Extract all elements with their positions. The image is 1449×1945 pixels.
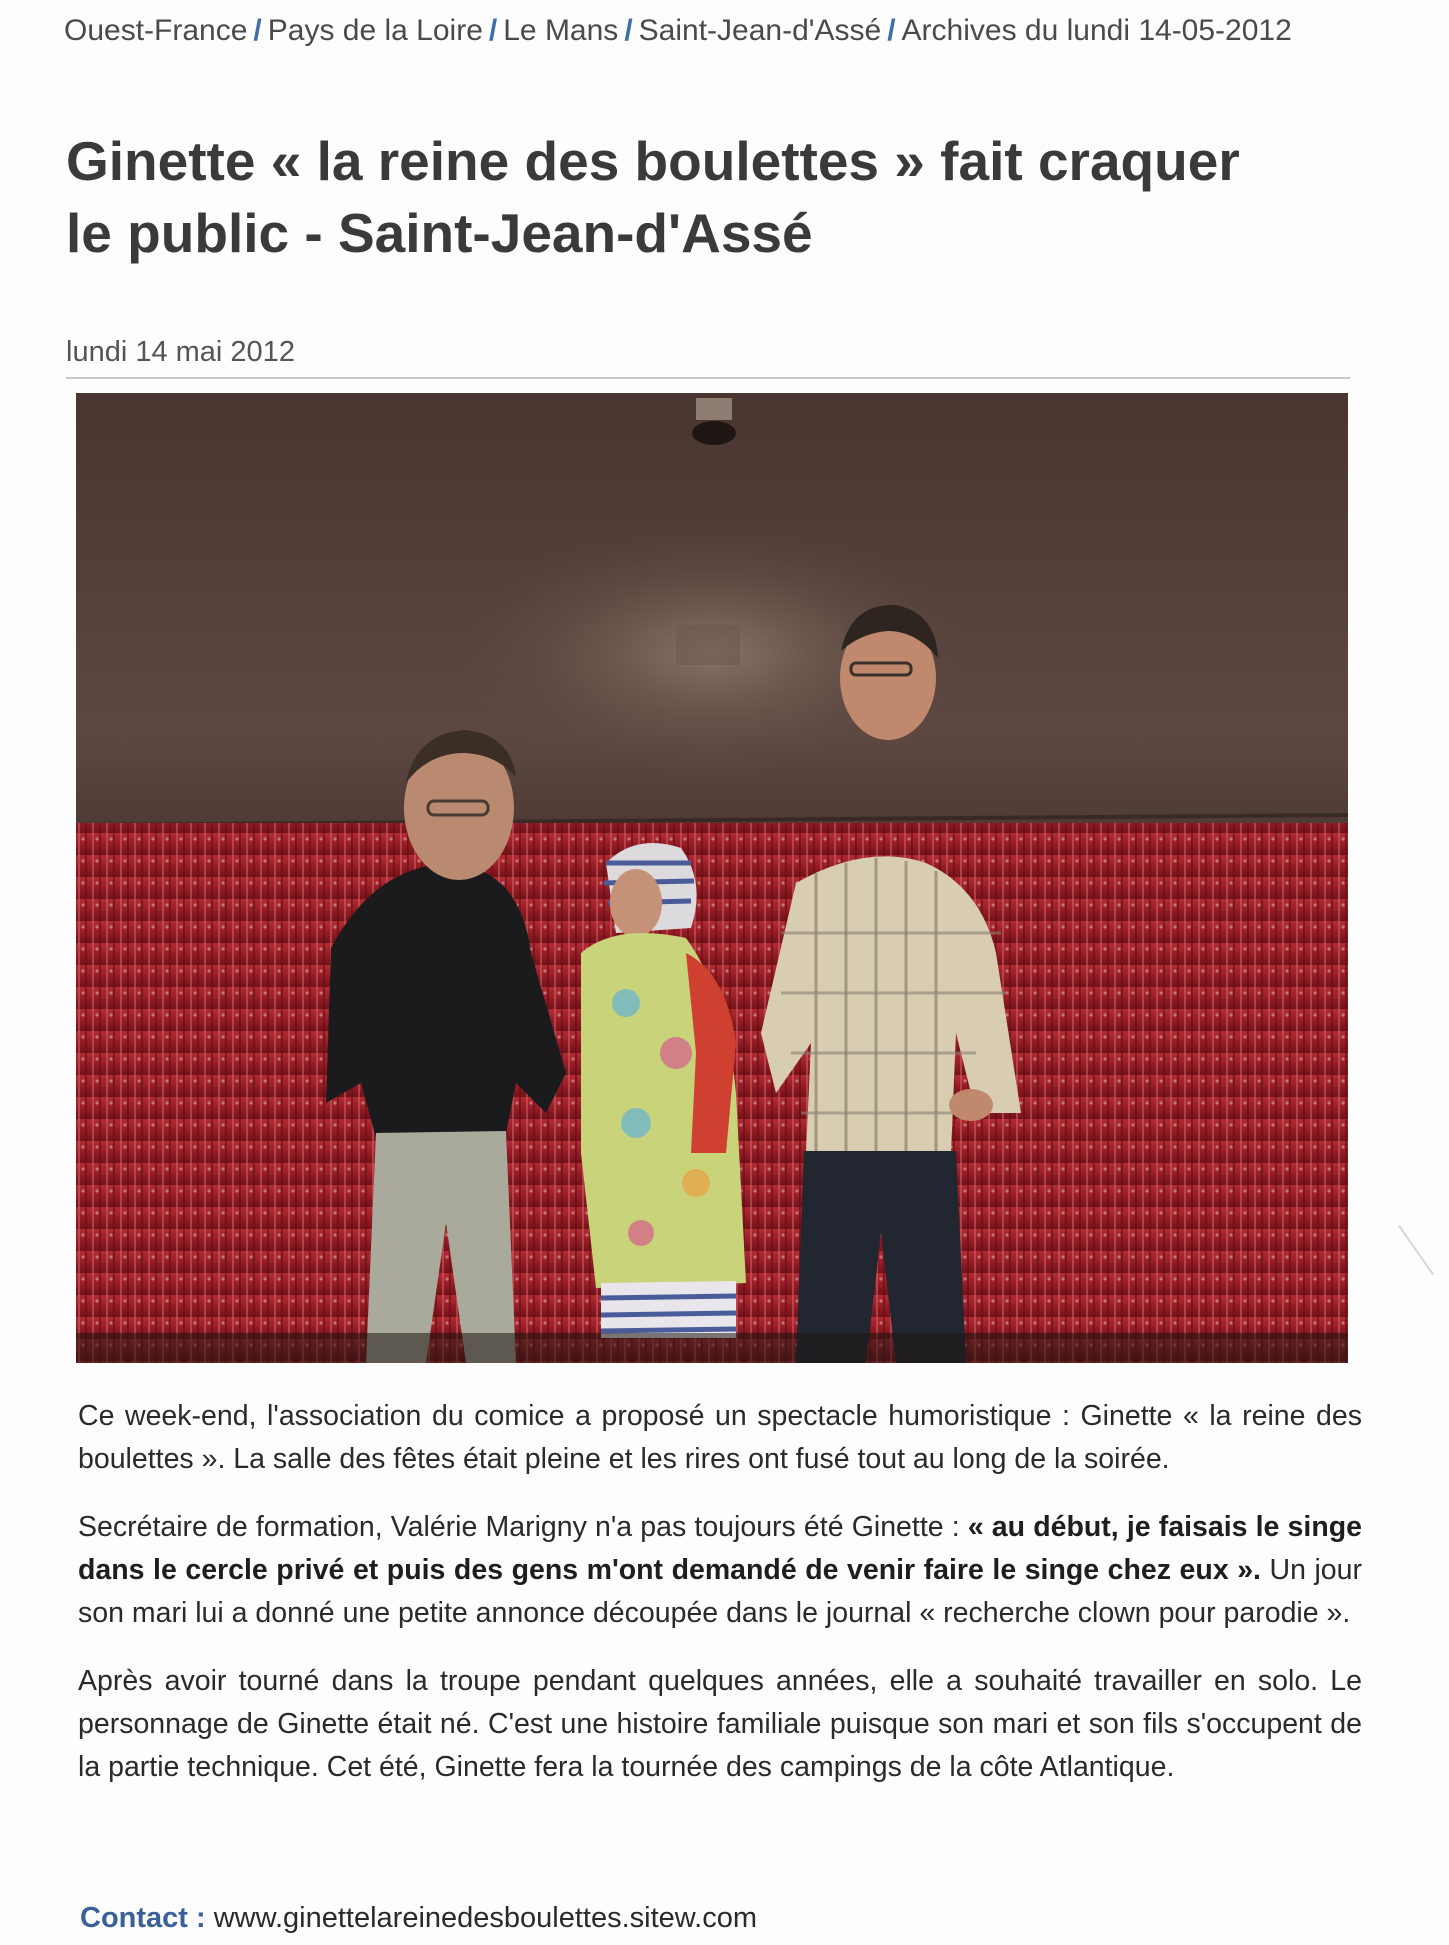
article-title: Ginette « la reine des boulettes » fait craquer le public - Saint-Jean-d'Assé [66,130,1240,264]
article-body [78,1395,1362,1814]
breadcrumb-item-site[interactable]: Ouest-France [64,14,248,47]
paragraph [78,1506,1362,1635]
divider [66,377,1350,379]
breadcrumb-item-city[interactable]: Le Mans [503,14,619,47]
scan-artifact [1398,1225,1434,1275]
ceiling-fixture [696,398,732,420]
quote-text: « au début, je faisais le singe dans le cercle privé et puis des gens m'ont demandé de venir faire le singe chez eux ». [78,1511,1362,1586]
contact-label: Contact : [80,1902,206,1934]
paragraph: Après avoir tourné dans la troupe pendant quelques années, elle a souhaité travailler en solo. Le personnage de Ginette était né. C'est une histoire familiale puisque son mari et son fils s'occupent de la partie technique. Cet été, Ginette fera la tournée des campings de la côte Atlantique. [78,1665,1362,1783]
wall-lamp [676,625,740,665]
breadcrumb-item-town[interactable]: Saint-Jean-d'Assé [638,14,882,47]
paragraph-text: Secrétaire de formation, Valérie Marigny n'a pas toujours été Ginette : [78,1511,968,1543]
breadcrumb-item-region[interactable]: Pays de la Loire [267,14,483,47]
article-date: lundi 14 mai 2012 [66,336,295,368]
paragraph-text: Un jour son mari lui a donné une petite annonce découpée dans le journal « recherche clown pour parodie ». [78,1554,1362,1629]
breadcrumb-separator: / [253,14,262,47]
article-photo [76,393,1348,1363]
breadcrumb [64,10,1304,52]
breadcrumb-separator: / [488,14,498,47]
breadcrumb-item-archive: Archives du lundi 14-05-2012 [901,14,1292,47]
ceiling-fixture [692,421,736,445]
contact-line [80,1900,757,1936]
stage-floor [76,1333,1348,1363]
contact-link[interactable]: www.ginettelareinedesboulettes.sitew.com [213,1902,757,1934]
paragraph: Ce week-end, l'association du comice a proposé un spectacle humoristique : Ginette « la reine des boulettes ». La salle des fêtes était pleine et les rires ont fusé tout au long de la soirée. [78,1400,1362,1475]
breadcrumb-separator: / [887,14,896,47]
breadcrumb-separator: / [624,14,633,47]
